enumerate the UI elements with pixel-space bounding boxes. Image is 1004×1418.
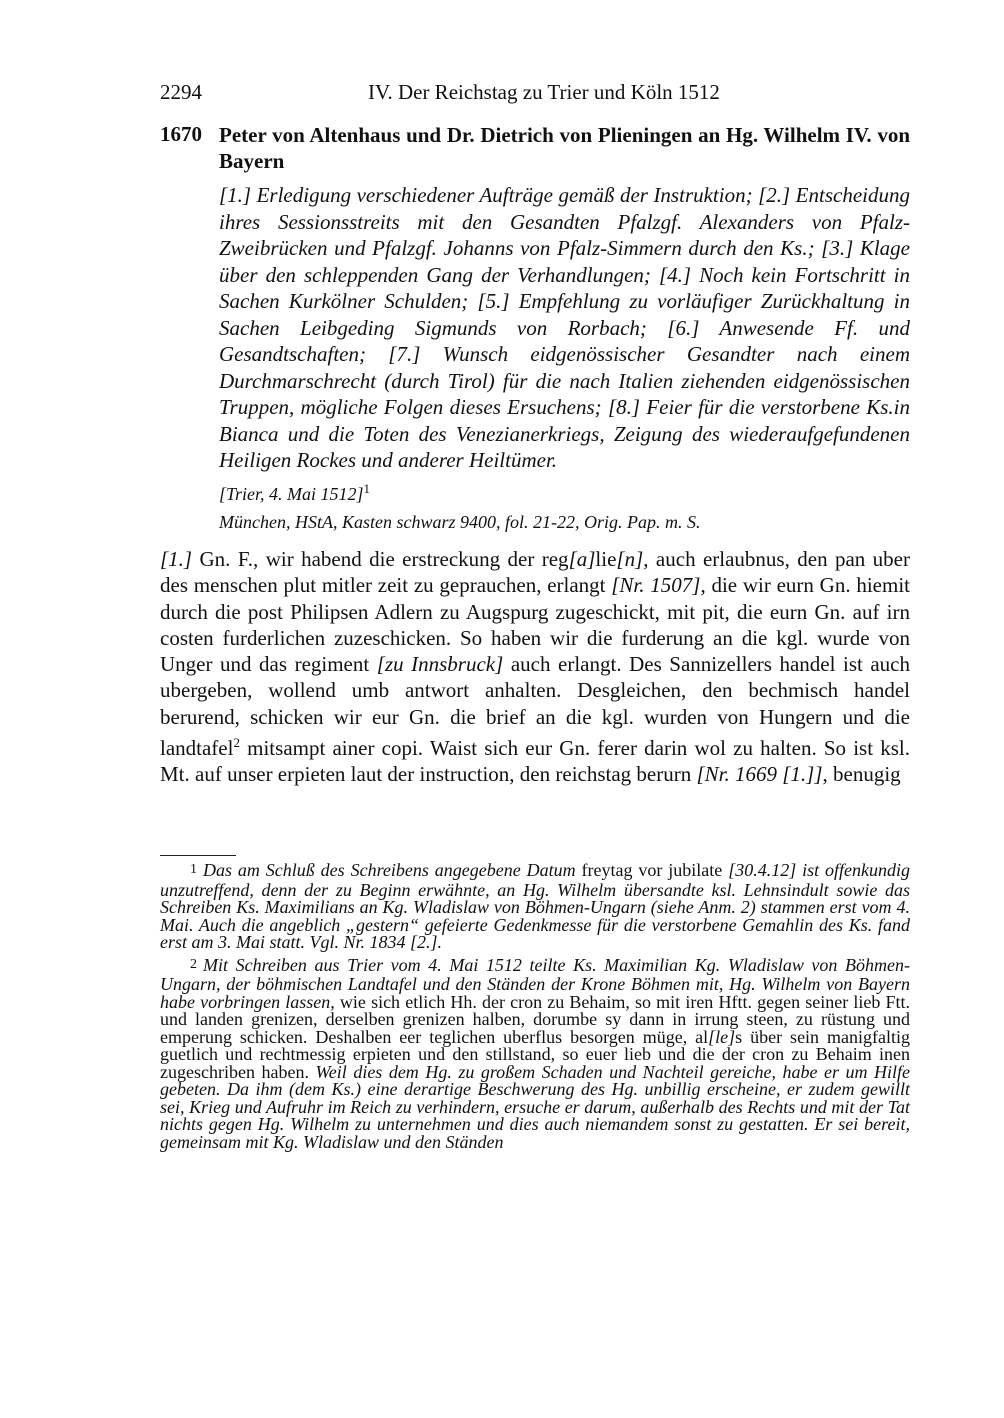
footnote-2 — [160, 954, 910, 1152]
footnote-1 — [160, 862, 910, 952]
footnote-divider — [160, 855, 236, 856]
running-title: IV. Der Reichstag zu Trier und Köln 1512 — [368, 80, 720, 104]
main-text — [160, 546, 910, 788]
footnote-text: s über sein manigfaltig guetlich und rechtmessig erpieten und den stillstand, so euer lieb und die der cron zu Behaim inen zugeschriben haben. — [160, 1026, 910, 1082]
running-head — [160, 80, 910, 110]
footnote-text: Mit Schreiben aus Trier vom 4. Mai 1512 teilte Ks. Maximilian Kg. Wladislaw von Böhmen-Ungarn, der böhmischen Landtafel und den Ständen der Krone Böhmen mit, Hg. Wilhelm von Bayern habe vorbringen lassen, — [160, 954, 910, 1012]
footnote-text: wie sich etlich Hh. der cron zu Behaim, so mit iren Hftt. gegen seiner lieb Ftt. und landen grenizen, derselben grenizen halben, dorumbe sy dann in irrung steen, zu rüstung und emperung schicken. Deshalben eer teglichen uberflus besorgen müge, al — [160, 991, 910, 1047]
section-marker: [1.] — [160, 547, 193, 571]
cross-reference: [Nr. 1669 [1.]] — [696, 762, 823, 787]
editorial-insert: [n] — [616, 547, 644, 571]
date-text: [Trier, 4. Mai 1512] — [219, 484, 364, 504]
editorial-insert: [a] — [568, 547, 596, 571]
text-segment: lie — [595, 547, 617, 571]
source-line: München, HStA, Kasten schwarz 9400, fol. 21-22, Orig. Pap. m. S. — [219, 512, 701, 532]
footnote-ref: 1 — [363, 481, 371, 496]
cross-reference: [Nr. 1507] — [611, 573, 701, 598]
document-number: 1670 — [160, 122, 202, 146]
footnote-mark: 2 — [190, 956, 197, 972]
regest-summary: [1.] Erledigung verschiedener Aufträge gemäß der Instruktion; [2.] Entscheidung ihres Sessionsstreits mit den Gesandten Pfalzgf. Alexanders von Pfalz-Zweibrücken und Pfalzgf. Johanns von Pfalz-Simmern durch den Ks.; [3.] Klage über den schleppenden Gang der Verhandlungen; [4.] Noch kein Fortschritt in Sachen Kurkölner Schulden; [5.] Empfehlung zu vorläufiger Zurückhaltung in Sachen Leibgeding Sigmunds von Rorbach; [6.] Anwesende Ff. und Gesandtschaften; [7.] Wunsch eidgenössischer Gesandter nach einem Durchmarschrecht (durch Tirol) für die nach Italien ziehenden eidgenössischen Truppen, mögliche Folgen dieses Ersuchens; [8.] Feier für die verstorbene Ks.in Bianca und die Toten des Venezianerkriegs, Zeigung des wiederaufgefundenen Heiligen Rockes und anderer Heiltümer. — [219, 183, 910, 472]
text-segment: mitsampt ainer copi. Waist sich eur Gn. ferer darin wol zu halten. So ist ksl. Mt. auf unser erpieten laut der instruction, den reichstag berurn — [160, 736, 910, 787]
footnote-text: Das am Schluß des Schreibens angegebene Datum — [203, 860, 576, 880]
footnote-text: Weil dies dem Hg. zu großem Schaden und Nachteil gereiche, habe er um Hilfe gebeten. Da ihm (dem Ks.) eine derartige Beschwerung des Hg. unbillig erscheine, er zudem gewillt sei, Krieg und Aufruhr im Reich zu verhindern, ersuche er darum, außerhalb des Rechts und mit der Tat nichts gegen Hg. Wilhelm zu unternehmen und dies auch niemandem sonst zu gestatten. Er sei bereit, gemeinsam mit Kg. Wladislaw und den Ständen — [160, 1061, 910, 1152]
text-segment: auch erlangt. Des Sannizellers handel ist auch ubergeben, wollend umb antwort anhalten. Desgleichen, den bechmisch handel berurend, schicken wir eur Gn. die brief an die kgl. wurden von Hungern und die landtafel — [160, 652, 911, 761]
text-segment: , auch erlaubnus, den pan uber des menschen plut mitler zeit zu geprauchen, erlangt — [160, 547, 910, 598]
footnote-mark: 1 — [190, 862, 197, 877]
footnote-ref: 2 — [233, 735, 240, 751]
page-number: 2294 — [160, 80, 202, 104]
text-segment: , die wir eurn Gn. hiemit durch die post Philipsen Adlern zu Augspurg zugeschickt, mit pit, die eurn Gn. auf irn costen furderlichen zuzeschicken. So haben wir die furderung an die kgl. wurde von Unger und das regiment — [160, 573, 910, 677]
footnote-text: [le] — [708, 1026, 736, 1047]
text-segment: Gn. F., wir habend die erstreckung der reg — [192, 547, 569, 571]
footnote-text: ist offenkundig unzutreffend, denn der zu Beginn erwähnte, an Hg. Wilhelm übersandte ksl. Lehnsindult sowie das Schreiben Ks. Maximilians an Kg. Wladislaw von Böhmen-Ungarn (siehe Anm. 2) stammen erst vom 4. Mai. Auch die angeblich „gestern“ gefeierte Gedenkmesse für die verstorbene Gemahlin des Ks. fand erst am 3. Mai statt. Vgl. Nr. 1834 [2.]. — [160, 860, 910, 952]
text-segment: , benugig — [822, 762, 901, 787]
document-title: Peter von Altenhaus und Dr. Dietrich von Plieningen an Hg. Wilhelm IV. von Bayern — [219, 123, 910, 173]
footnotes — [160, 862, 910, 1156]
footnote-text: [30.4.12] — [728, 860, 797, 880]
footnote-text: freytag vor jubilate — [575, 860, 729, 880]
date-line — [219, 481, 370, 505]
editorial-insert: [zu Innsbruck] — [376, 652, 504, 677]
